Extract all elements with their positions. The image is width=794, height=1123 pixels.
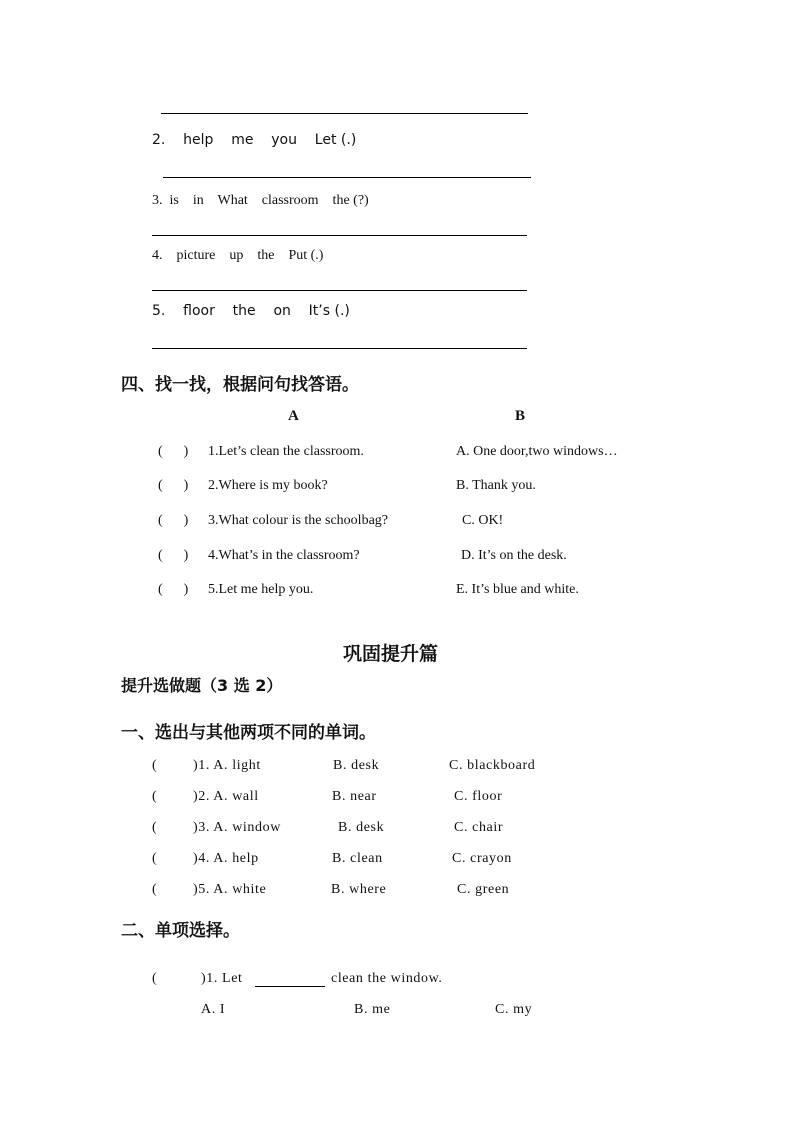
- ordering-item-3: 3. is in What classroom the (?): [152, 193, 369, 208]
- answer-option: E. It’s blue and white.: [456, 582, 579, 597]
- answer-paren[interactable]: ( ): [158, 478, 189, 493]
- single-choice-heading: 二、单项选择。: [121, 921, 240, 941]
- option-a: )5. A. white: [193, 882, 267, 897]
- option-b: B. near: [332, 789, 377, 804]
- option-c: C. my: [495, 1002, 533, 1017]
- option-b: B. desk: [333, 758, 380, 773]
- question-text: 3.What colour is the schoolbag?: [208, 513, 389, 528]
- option-a: )3. A. window: [193, 820, 281, 835]
- option-c: C. floor: [454, 789, 503, 804]
- question-suffix: clean the window.: [331, 971, 443, 986]
- option-b: B. me: [354, 1002, 391, 1017]
- ordering-item-2: 2. help me you Let (.): [152, 132, 357, 148]
- answer-line-2: [163, 177, 531, 178]
- question-text: 1.Let’s clean the classroom.: [208, 444, 364, 459]
- answer-paren[interactable]: (: [152, 971, 157, 986]
- option-b: B. desk: [338, 820, 385, 835]
- optional-exercise-subtitle: 提升选做题（3 选 2）: [121, 676, 283, 695]
- answer-paren[interactable]: ( ): [158, 444, 189, 459]
- option-a: )1. A. light: [193, 758, 261, 773]
- answer-paren[interactable]: ( ): [158, 548, 189, 563]
- answer-option: D. It’s on the desk.: [461, 548, 567, 563]
- option-b: B. clean: [332, 851, 383, 866]
- section4-heading: 四、找一找，根据问句找答语。: [121, 375, 359, 395]
- option-a: A. I: [201, 1002, 226, 1017]
- option-a: )4. A. help: [193, 851, 259, 866]
- answer-paren[interactable]: ( ): [158, 582, 189, 597]
- column-b-label: B: [515, 408, 526, 424]
- option-c: C. chair: [454, 820, 504, 835]
- question-text: 5.Let me help you.: [208, 582, 314, 597]
- answer-line-1: [161, 113, 528, 114]
- answer-line-3: [152, 235, 527, 236]
- answer-paren[interactable]: (: [152, 820, 157, 835]
- question-text: 2.Where is my book?: [208, 478, 328, 493]
- fill-in-blank[interactable]: [255, 973, 325, 987]
- option-a: )2. A. wall: [193, 789, 259, 804]
- option-c: C. crayon: [452, 851, 512, 866]
- answer-line-4: [152, 290, 527, 291]
- option-c: C. green: [457, 882, 510, 897]
- answer-paren[interactable]: (: [152, 789, 157, 804]
- option-c: C. blackboard: [449, 758, 536, 773]
- answer-option: A. One door,two windows…: [456, 444, 618, 459]
- ordering-item-4: 4. picture up the Put (.): [152, 248, 324, 263]
- question-text: 4.What’s in the classroom?: [208, 548, 360, 563]
- odd-one-out-heading: 一、选出与其他两项不同的单词。: [121, 723, 376, 743]
- answer-line-5: [152, 348, 527, 349]
- column-a-label: A: [288, 408, 299, 424]
- question-prefix: )1. Let: [201, 971, 243, 986]
- answer-option: C. OK!: [462, 513, 504, 528]
- option-b: B. where: [331, 882, 387, 897]
- answer-paren[interactable]: (: [152, 758, 157, 773]
- ordering-item-5: 5. floor the on It’s (.): [152, 303, 350, 319]
- answer-paren[interactable]: (: [152, 851, 157, 866]
- answer-paren[interactable]: ( ): [158, 513, 189, 528]
- answer-paren[interactable]: (: [152, 882, 157, 897]
- consolidation-title: 巩固提升篇: [343, 643, 439, 665]
- answer-option: B. Thank you.: [456, 478, 536, 493]
